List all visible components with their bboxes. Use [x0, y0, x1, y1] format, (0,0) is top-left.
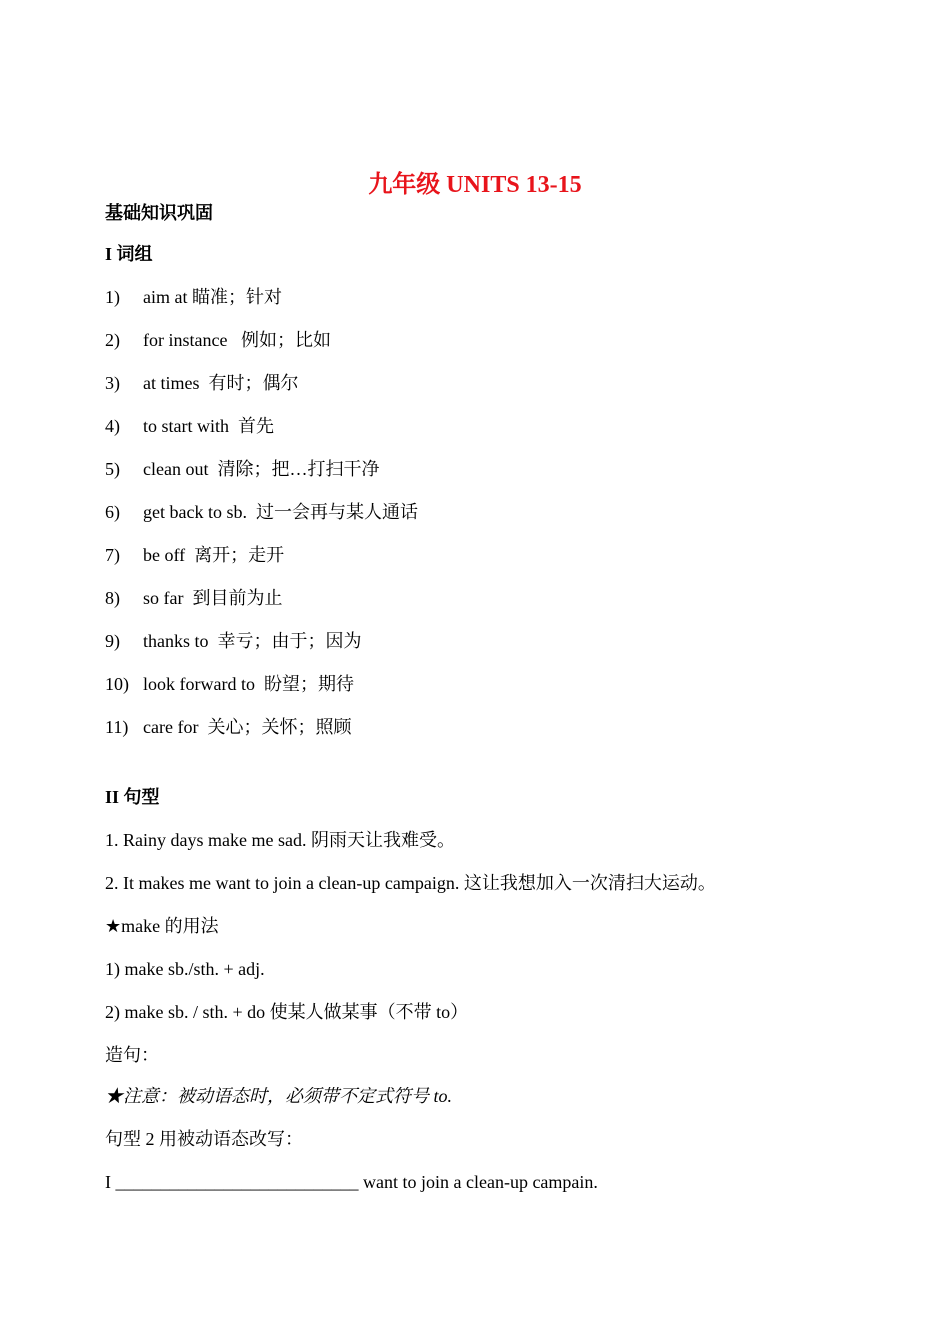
list-item [105, 413, 418, 456]
section-heading-basics: 基础知识巩固 [105, 203, 213, 223]
list-item-number: 6) [105, 502, 120, 522]
list-item [105, 370, 418, 413]
list-item [105, 456, 418, 499]
list-item-text: thanks to 幸亏；由于；因为 [143, 631, 362, 651]
list-item [105, 671, 418, 714]
sentences-heading: II 句型 [105, 787, 160, 807]
passive-note: ★注意：被动语态时，必须带不定式符号 to. [105, 1086, 452, 1106]
list-item-text: look forward to 盼望；期待 [143, 674, 354, 694]
list-item-number: 10) [105, 674, 129, 694]
make-usage-heading: ★make 的用法 [105, 916, 219, 936]
list-item-text: so far 到目前为止 [143, 588, 283, 608]
rewrite-prompt: 句型 2 用被动语态改写： [105, 1129, 303, 1149]
phrase-list [105, 284, 418, 757]
list-item-text: care for 关心；关怀；照顾 [143, 717, 352, 737]
list-item-text: to start with 首先 [143, 416, 274, 436]
list-item [105, 542, 418, 585]
sentence-line: 2. It makes me want to join a clean-up campaign. 这让我想加入一次清扫大运动。 [105, 873, 716, 893]
list-item [105, 628, 418, 671]
list-item-number: 8) [105, 588, 120, 608]
usage-line: 1) make sb./sth. + adj. [105, 959, 265, 979]
list-item [105, 284, 418, 327]
page-title: 九年级 UNITS 13-15 [368, 172, 582, 198]
list-item-text: at times 有时；偶尔 [143, 373, 299, 393]
list-item-number: 4) [105, 416, 120, 436]
rewrite-blank-line: I ___________________________ want to join a clean-up campain. [105, 1172, 598, 1192]
list-item-text: be off 离开；走开 [143, 545, 285, 565]
usage-line: 2) make sb. / sth. + do 使某人做某事（不带 to） [105, 1002, 469, 1022]
list-item-number: 1) [105, 287, 120, 307]
make-sentence-prompt: 造句： [105, 1045, 159, 1065]
list-item [105, 499, 418, 542]
list-item-text: aim at 瞄准；针对 [143, 287, 282, 307]
list-item-number: 9) [105, 631, 120, 651]
list-item-text: for instance 例如；比如 [143, 330, 331, 350]
list-item-number: 2) [105, 330, 120, 350]
list-item-text: clean out 清除；把…打扫干净 [143, 459, 380, 479]
list-item [105, 585, 418, 628]
list-item-number: 11) [105, 717, 129, 737]
list-item [105, 714, 418, 757]
list-item-number: 5) [105, 459, 120, 479]
list-item-text: get back to sb. 过一会再与某人通话 [143, 502, 418, 522]
list-item-number: 7) [105, 545, 120, 565]
phrases-heading: I 词组 [105, 244, 153, 264]
list-item-number: 3) [105, 373, 120, 393]
sentence-line: 1. Rainy days make me sad. 阴雨天让我难受。 [105, 830, 455, 850]
list-item [105, 327, 418, 370]
